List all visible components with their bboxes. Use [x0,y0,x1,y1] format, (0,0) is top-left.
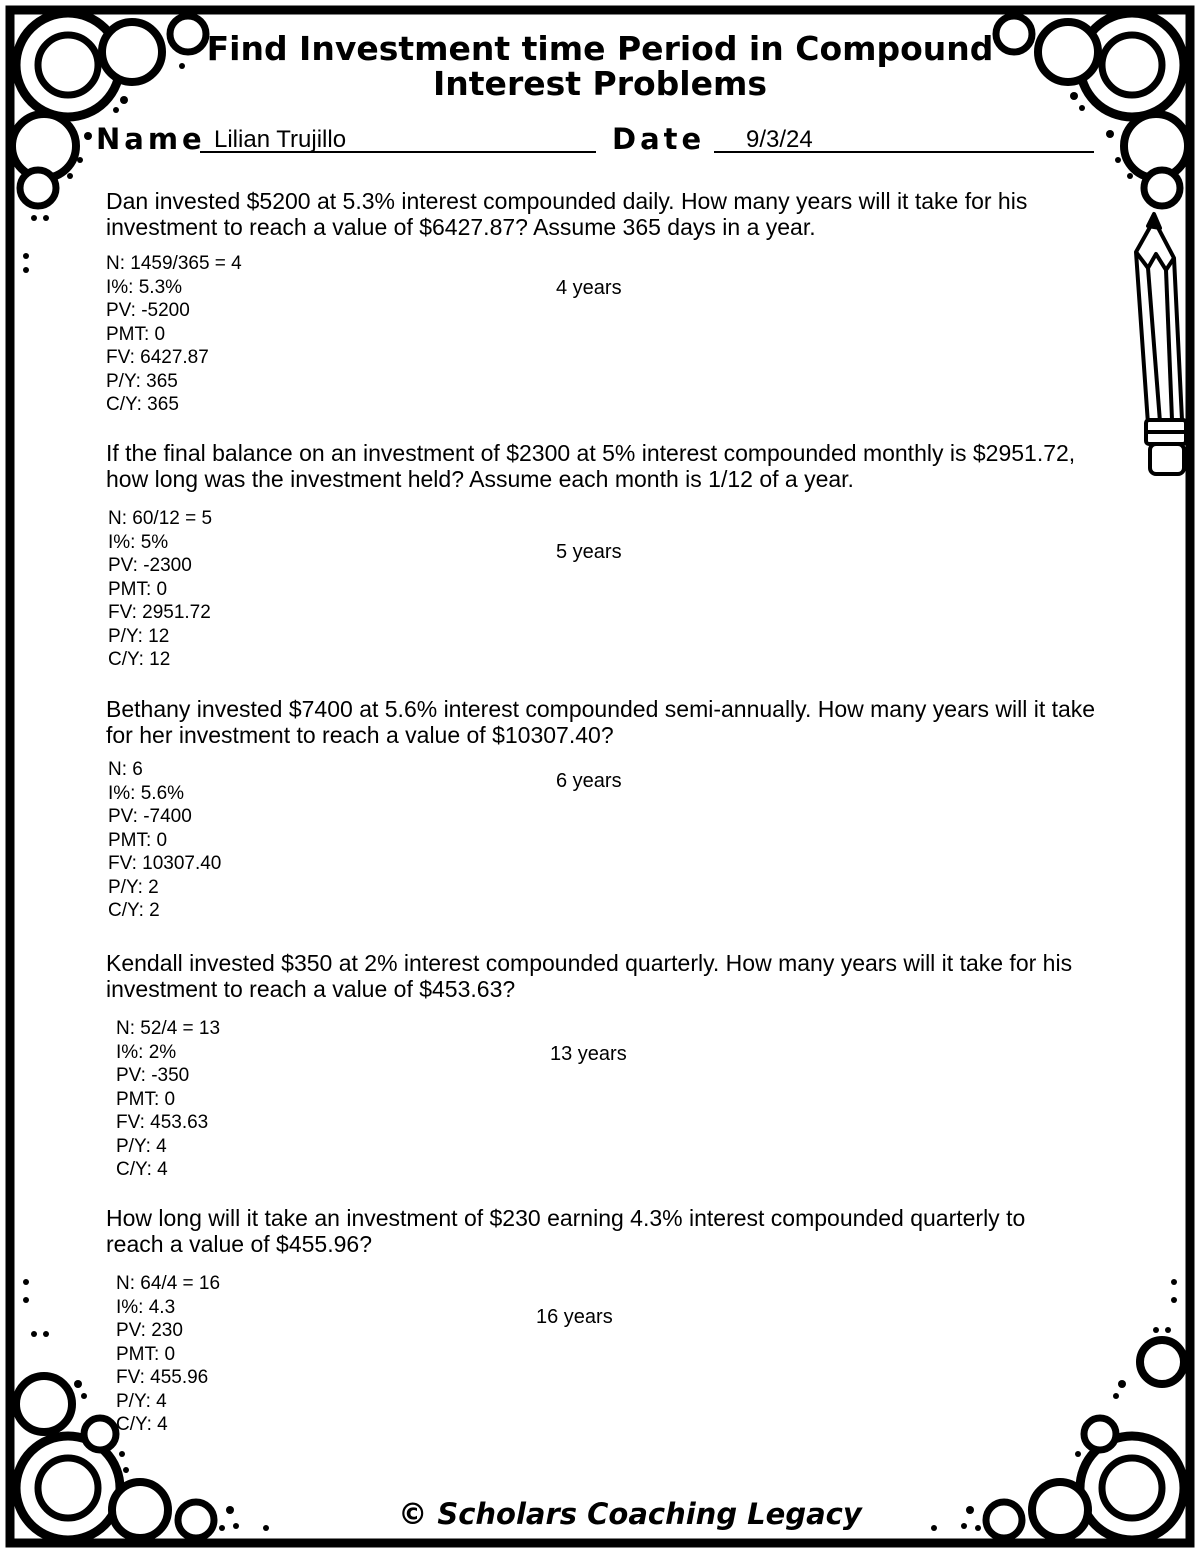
problem-2-answer[interactable]: 5 years [556,541,622,563]
work-line: PV: -7400 [108,806,192,827]
problem-5-answer[interactable]: 16 years [536,1306,613,1328]
work-line: PMT: 0 [116,1343,176,1365]
problem-2-question: If the final balance on an investment of $2300 at 5% interest compounded monthly is $2951.72, how long was the investment held? Assume each month is 1/12 of a year. [106,440,1076,492]
work-line: P/Y: 4 [116,1135,167,1157]
work-line: I%: 4.3 [116,1296,176,1318]
work-line: N: 1459/365 = 4 [106,253,242,274]
work-line: PV: -350 [116,1065,190,1086]
work-line: N: 64/4 = 16 [116,1273,221,1294]
work-line: N: 60/12 = 5 [108,508,213,529]
work-line: P/Y: 2 [108,876,159,898]
work-line: I%: 5% [108,531,169,553]
problem-4-work [116,1017,220,1182]
worksheet-title [150,31,1050,101]
title-line-2: Interest Problems [433,64,767,103]
name-value[interactable]: Lilian Trujillo [214,126,347,153]
work-line: P/Y: 12 [108,625,170,647]
problem-4-answer[interactable]: 13 years [550,1043,627,1065]
work-line: P/Y: 4 [116,1390,167,1412]
date-value[interactable]: 9/3/24 [746,126,813,153]
work-line: PMT: 0 [108,578,168,600]
work-line: FV: 2951.72 [108,602,211,623]
work-line: I%: 5.6% [108,782,185,804]
work-line: PV: 230 [116,1320,183,1341]
problem-3-question: Bethany invested $7400 at 5.6% interest compounded semi-annually. How many years will it take for her investment to reach a value of $10307.40? [106,696,1096,748]
problem-1-work [106,252,242,417]
name-label: Name [96,122,206,156]
date-label: Date [612,122,706,156]
work-line: I%: 5.3% [106,276,183,298]
problem-2-work [108,507,212,672]
work-line: P/Y: 365 [106,370,178,392]
work-line: C/Y: 365 [106,394,179,415]
problem-3-work [108,758,221,923]
work-line: PMT: 0 [108,829,168,851]
work-line: FV: 10307.40 [108,853,222,874]
work-line: C/Y: 4 [116,1414,168,1435]
problem-3-answer[interactable]: 6 years [556,770,622,792]
work-line: N: 52/4 = 13 [116,1018,221,1039]
work-line: I%: 2% [116,1041,177,1063]
work-line: PV: -5200 [106,300,190,321]
work-line: FV: 6427.87 [106,347,209,368]
work-line: C/Y: 2 [108,900,160,921]
problem-5-question: How long will it take an investment of $230 earning 4.3% interest compounded quarterly to reach a value of $455.96? [106,1205,1026,1257]
problem-1-answer[interactable]: 4 years [556,277,622,299]
problem-4-question: Kendall invested $350 at 2% interest compounded quarterly. How many years will it take for his investment to reach a value of $453.63? [106,950,1073,1002]
work-line: PV: -2300 [108,555,192,576]
work-line: C/Y: 12 [108,649,171,670]
work-line: PMT: 0 [116,1088,176,1110]
work-line: N: 6 [108,759,143,780]
pencil-icon [1136,214,1186,474]
work-line: PMT: 0 [106,323,166,345]
problem-1-question: Dan invested $5200 at 5.3% interest compounded daily. How many years will it take for his investment to reach a value of $6427.87? Assume 365 days in a year. [106,188,1028,240]
work-line: FV: 453.63 [116,1112,209,1133]
work-line: C/Y: 4 [116,1159,168,1180]
work-line: FV: 455.96 [116,1367,209,1388]
title-line-1: Find Investment time Period in Compound [206,29,994,68]
problem-5-work [116,1272,220,1437]
copyright-footer: © Scholars Coaching Legacy [398,1497,862,1531]
